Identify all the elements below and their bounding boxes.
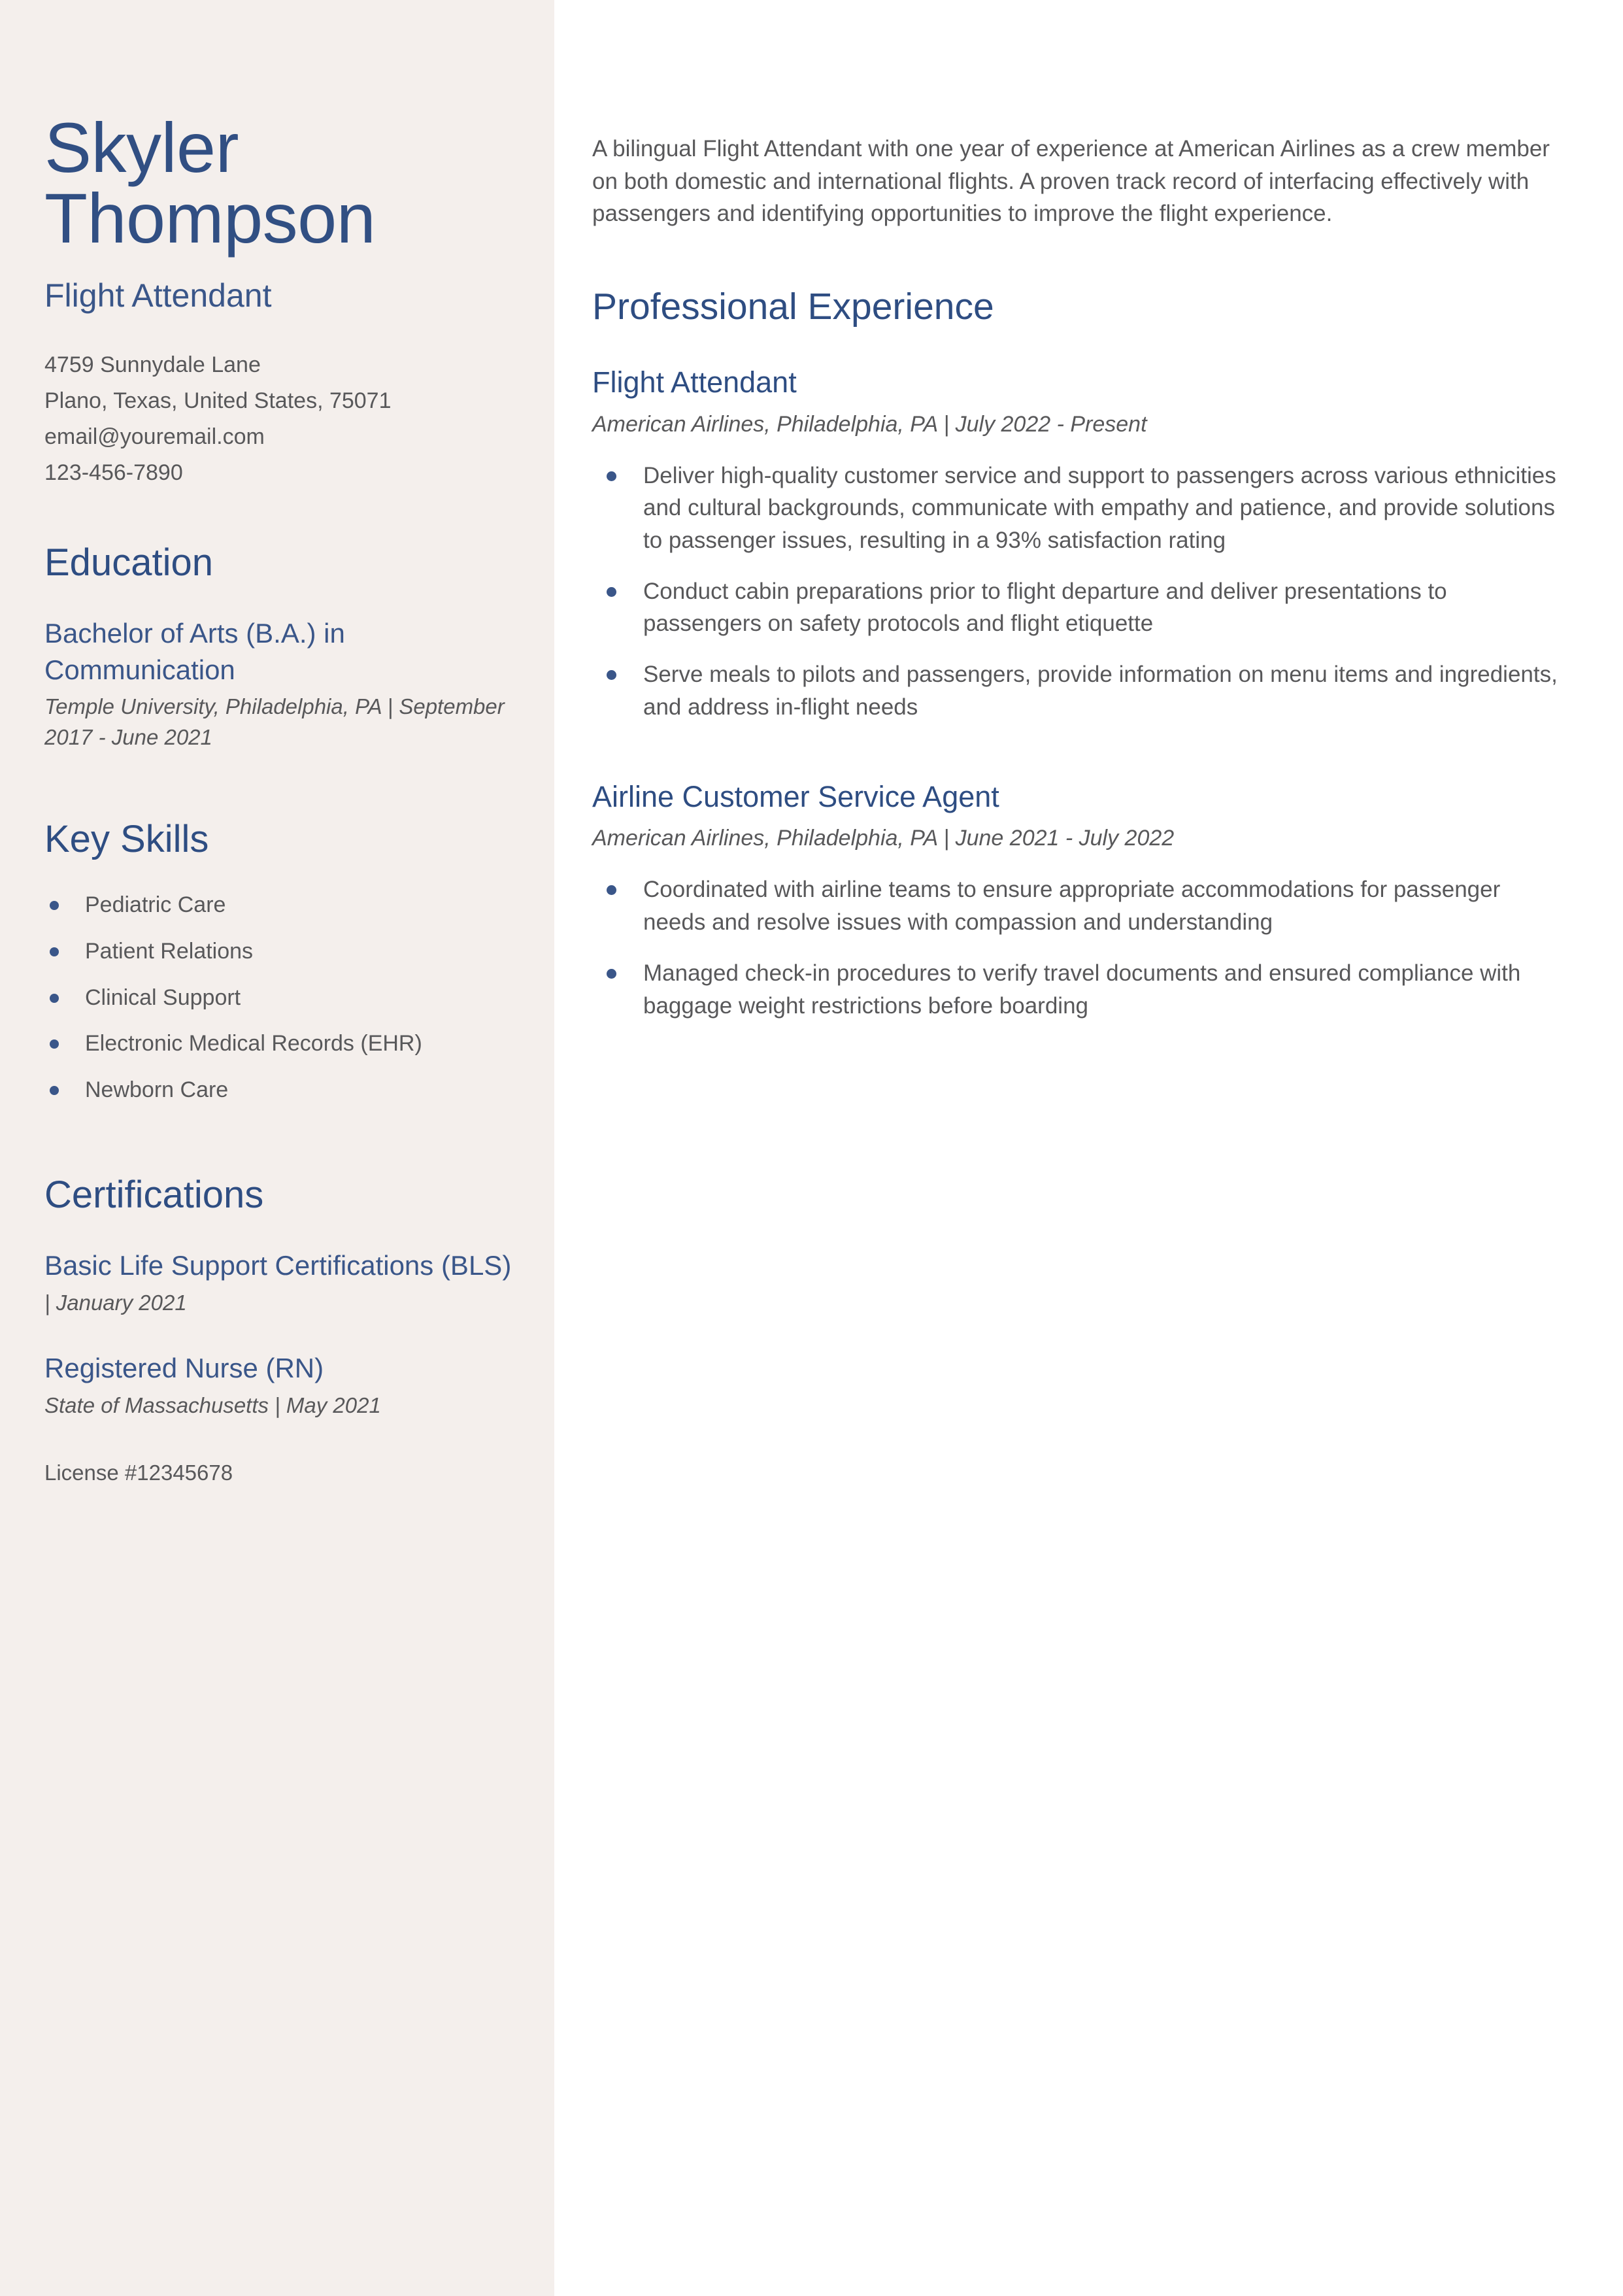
job-bullets [592,873,1566,1022]
contact-email[interactable]: email@youremail.com [44,424,265,449]
sidebar [0,0,554,2296]
bullet-dot-icon [50,994,59,1003]
job-meta: American Airlines, Philadelphia, PA | July 2022 - Present [592,411,1147,437]
list-item [44,1030,514,1057]
skill-label: Pediatric Care [85,892,226,918]
contact-phone[interactable]: 123-456-7890 [44,460,183,485]
bullet-dot-icon [607,587,616,597]
bullet-dot-icon [50,947,59,956]
license-number: License #12345678 [44,1460,233,1485]
bullet-dot-icon [50,1086,59,1095]
certification-entry [44,1350,514,1421]
name-block [44,0,514,258]
list-item [592,957,1566,1022]
list-item [44,938,514,965]
professional-experience-heading: Professional Experience [592,286,994,328]
bullet-dot-icon [607,885,616,895]
skill-label: Clinical Support [85,985,241,1010]
list-item [44,985,514,1011]
bullet-text: Deliver high-quality customer service and support to passengers across various ethnicities and cultural backgrounds, communicate with empathy and patience, and provide solutions to passenger issues, resulting in a 93% satisfaction rating [643,462,1556,554]
key-skills-heading: Key Skills [44,818,209,861]
professional-summary: A bilingual Flight Attendant with one year of experience at American Airlines as a crew member on both domestic and international flights. A proven track record of interfacing effectively with passengers and identifying opportunities to improve the flight experience. [592,136,1550,227]
job-role: Airline Customer Service Agent [592,779,999,813]
certification-title: Basic Life Support Certifications (BLS) [44,1250,512,1281]
skill-label: Electronic Medical Records (EHR) [85,1031,422,1056]
bullet-dot-icon [607,969,616,979]
key-skills-list [44,892,514,1104]
contact-block [44,347,514,491]
last-name: Thompson [44,178,376,258]
job-bullets [592,460,1566,724]
certification-title: Registered Nurse (RN) [44,1352,324,1383]
bullet-dot-icon [50,901,59,910]
skill-label: Newborn Care [85,1077,229,1103]
list-item [44,892,514,919]
bullet-text: Serve meals to pilots and passengers, provide information on menu items and ingredients, and address in-flight needs [643,662,1558,720]
bullet-dot-icon [607,471,616,481]
certifications-heading: Certifications [44,1173,264,1217]
job-role: Flight Attendant [592,365,797,399]
experience-entry [592,365,1566,724]
bullet-text: Managed check-in procedures to verify travel documents and ensured compliance with baggage weight restrictions before boarding [643,960,1521,1019]
list-item [592,873,1566,938]
education-school: Temple University, Philadelphia, PA | September 2017 - June 2021 [44,694,505,750]
contact-street: 4759 Sunnydale Lane [44,352,261,377]
headline-job-title: Flight Attendant [44,277,272,314]
bullet-text: Coordinated with airline teams to ensure appropriate accommodations for passenger needs and resolve issues with compassion and understanding [643,877,1501,936]
main-column [592,0,1566,1040]
experience-entry [592,780,1566,1022]
contact-city-state: Plano, Texas, United States, 75071 [44,388,392,413]
first-name: Skyler [44,108,239,187]
certification-meta: | January 2021 [44,1290,187,1315]
list-item [592,575,1566,640]
bullet-dot-icon [607,670,616,680]
bullet-dot-icon [50,1039,59,1049]
job-meta: American Airlines, Philadelphia, PA | June 2021 - July 2022 [592,826,1175,851]
education-degree: Bachelor of Arts (B.A.) in Communication [44,617,345,685]
skill-label: Patient Relations [85,938,254,964]
list-item [592,460,1566,557]
education-heading: Education [44,541,213,584]
bullet-text: Conduct cabin preparations prior to flight departure and deliver presentations to passengers on safety protocols and flight etiquette [643,578,1447,637]
certification-meta: State of Massachusetts | May 2021 [44,1393,381,1417]
list-item [592,658,1566,723]
list-item [44,1077,514,1104]
certification-entry [44,1247,514,1319]
